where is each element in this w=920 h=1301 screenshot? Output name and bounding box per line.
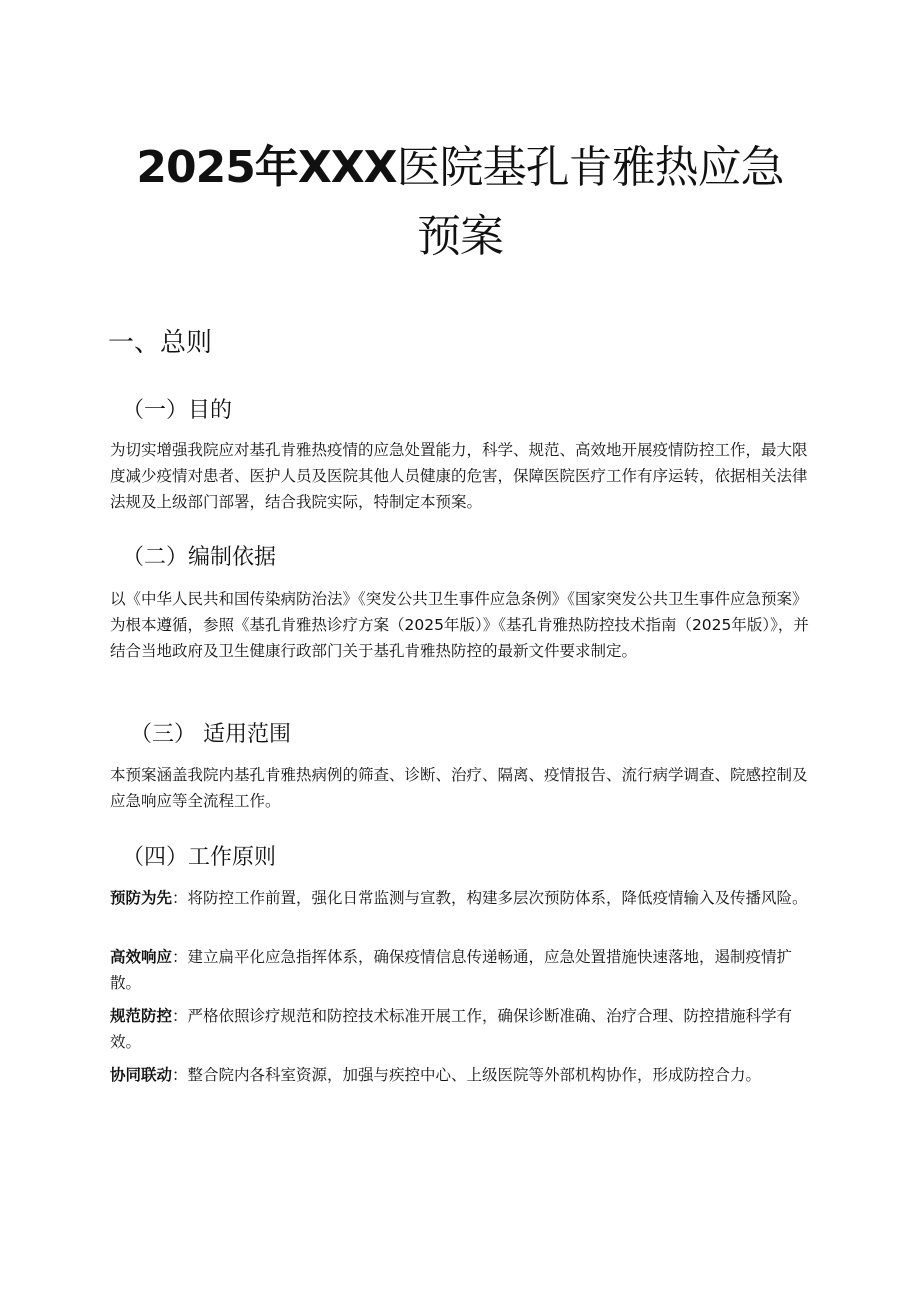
principle-text: ：将防控工作前置，强化日常监测与宣教，构建多层次预防体系，降低疫情输入及传播风险。 <box>172 889 808 907</box>
subsection-heading-purpose: （一）目的 <box>122 398 233 423</box>
principle-prevention <box>110 885 822 911</box>
principle-label: 规范防控 <box>110 1007 173 1025</box>
principle-coordination <box>110 1062 800 1088</box>
principle-label: 预防为先 <box>110 889 173 907</box>
paragraph-basis: 以《中华人民共和国传染病防治法》《突发公共卫生事件应急条例》《国家突发公共卫生事件应急预案》为根本遵循，参照《基孔肯雅热诊疗方案（2025年版）》《基孔肯雅热防控技术指南（2025年版）》，并结合当地政府及卫生健康行政部门关于基孔肯雅热防控的最新文件要求制定。 <box>110 590 809 660</box>
paragraph-purpose: 为切实增强我院应对基孔肯雅热疫情的应急处置能力，科学、规范、高效地开展疫情防控工作，最大限度减少疫情对患者、医护人员及医院其他人员健康的危害，保障医院医疗工作有序运转，依据相关法律法规及上级部门部署，结合我院实际，特制定本预案。 <box>110 441 808 511</box>
principle-label: 高效响应 <box>110 948 173 966</box>
principle-label: 协同联动 <box>110 1066 173 1084</box>
principle-text: ：整合院内各科室资源，加强与疾控中心、上级医院等外部机构协作，形成防控合力。 <box>172 1066 762 1084</box>
subsection-heading-basis: （二）编制依据 <box>122 545 277 570</box>
principle-standards <box>110 1003 822 1055</box>
subsection-heading-scope: （三） 适用范围 <box>130 722 291 747</box>
title-subject: 医院基孔肯雅热应急 <box>396 142 784 193</box>
title-year-hospital: 2025年XXX <box>136 142 397 193</box>
principle-text: ：建立扁平化应急指挥体系，确保疫情信息传递畅通，应急处置措施快速落地，遏制疫情扩散。 <box>110 948 793 992</box>
subsection-heading-principles: （四）工作原则 <box>122 845 277 870</box>
principle-text: ：严格依照诊疗规范和防控技术标准开展工作，确保诊断准确、治疗合理、防控措施科学有效。 <box>110 1007 793 1051</box>
document-title-line-1 <box>60 140 860 196</box>
document-title-line-2: 预案 <box>417 211 503 262</box>
paragraph-scope: 本预案涵盖我院内基孔肯雅热病例的筛查、诊断、治疗、隔离、疫情报告、流行病学调查、院感控制及应急响应等全流程工作。 <box>110 766 808 810</box>
principle-response <box>110 944 822 996</box>
section-heading-general: 一、总则 <box>108 328 213 358</box>
